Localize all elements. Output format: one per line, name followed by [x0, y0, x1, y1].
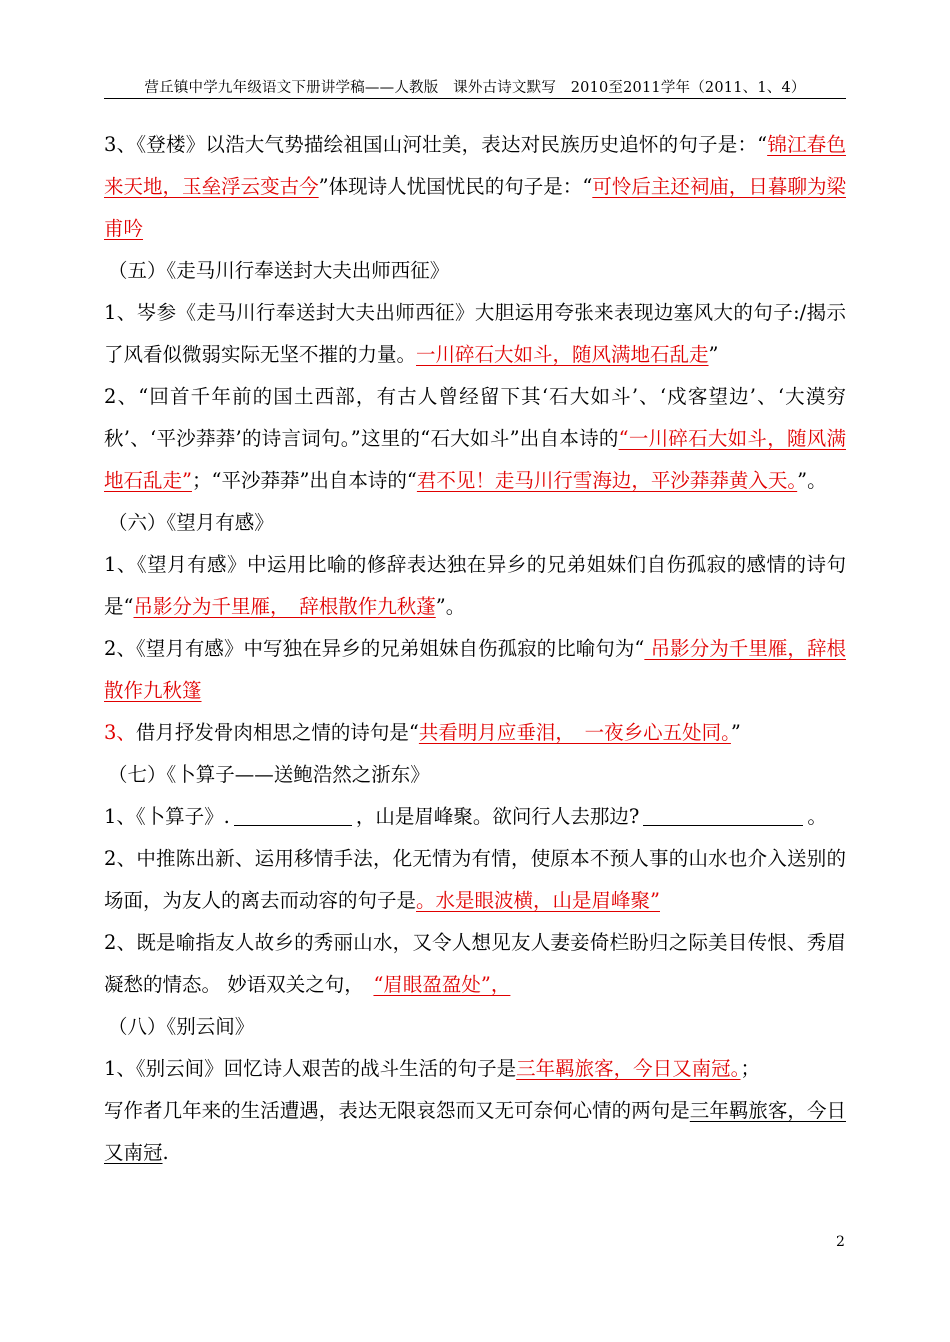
answer-text: “一川碎石大如斗，随风满地石乱走” — [104, 427, 846, 492]
question-paragraph — [104, 1048, 846, 1090]
question-text: 1、《卜算子》. — [104, 805, 230, 828]
answer-text: “眉眼盈盈处”， — [373, 973, 511, 996]
section-heading — [104, 1006, 846, 1048]
question-text: 3、《登楼》以浩大气势描绘祖国山河壮美，表达对民族历史追怀的句子是：“ — [104, 133, 768, 156]
question-paragraph — [104, 838, 846, 922]
question-text: 1、岑参《走马川行奉送封大夫出师西征》大胆运用夸张来表现边塞风大的句子:/揭示了风看似微弱实际无坚不摧的力量。 — [104, 301, 846, 366]
question-paragraph — [104, 544, 846, 628]
answer-text: 吊影分为千里雁， 辞根散作九秋蓬 — [133, 595, 436, 618]
question-text: ” — [708, 343, 719, 366]
question-text: 2、“回首千年前的国土西部，有古人曾经留下其‘石大如斗’、‘戍客望边’、‘大漠穷秋’、‘平沙莽莽’的诗言词句。”这里的“石大如斗”出自本诗的 — [104, 385, 846, 450]
question-paragraph — [104, 1090, 846, 1174]
question-text: 借月抒发骨肉相思之情的诗句是“ — [135, 721, 419, 744]
question-text: 写作者几年来的生活遭遇，表达无限哀怨而又无可奈何心情的两句是 — [104, 1099, 690, 1122]
section-heading — [104, 502, 846, 544]
question-text: （五）《走马川行奉送封大夫出师西征》 — [108, 259, 450, 282]
question-text: 1、《别云间》回忆诗人艰苦的战斗生活的句子是 — [104, 1057, 517, 1080]
question-text: ； — [740, 1057, 760, 1080]
answer-text: 君不见！走马川行雪海边，平沙莽莽黄入天。 — [416, 469, 798, 492]
question-paragraph — [104, 712, 846, 754]
answer-text: 吊影分为千里雁，辞根散作九秋篷 — [104, 637, 846, 702]
question-text: ，山是眉峰聚。欲问行人去那边? — [355, 805, 640, 828]
question-paragraph — [104, 796, 846, 838]
header-rule — [104, 98, 846, 99]
question-text: （八）《别云间》 — [108, 1015, 255, 1038]
answer-text: 一川碎石大如斗，随风满地石乱走 — [416, 343, 709, 366]
question-text: ”。 — [435, 595, 466, 618]
question-number: 3、 — [104, 721, 136, 744]
document-body — [104, 124, 846, 1174]
question-paragraph — [104, 124, 846, 250]
question-text: ”。 — [797, 469, 827, 492]
fill-in-blank — [643, 805, 803, 826]
question-text: ”体现诗人忧国忧民的句子是：“ — [318, 175, 593, 198]
question-text: ；“平沙莽莽”出自本诗的“ — [191, 469, 417, 492]
answer-text: 三年羁旅客，今日又南冠。 — [516, 1057, 741, 1080]
question-paragraph — [104, 292, 846, 376]
question-paragraph — [104, 628, 846, 712]
question-text: 1、《望月有感》中运用比喻的修辞表达独在异乡的兄弟姐妹们自伤孤寂的感情的诗句是“ — [104, 553, 846, 618]
answer-text: 共看明月应垂泪， 一夜乡心五处同。 — [418, 721, 731, 744]
question-text: （七）《卜算子——送鲍浩然之浙东》 — [108, 763, 430, 786]
answer-text-underlined: 三年羁旅客，今日又南冠 — [104, 1099, 846, 1164]
question-text: . — [162, 1141, 169, 1164]
question-text: ” — [730, 721, 741, 744]
question-paragraph — [104, 922, 846, 1006]
answer-text: 锦江春色来天地，玉垒浮云变古今 — [104, 133, 846, 198]
answer-text: 可怜后主还祠庙，日暮聊为梁甫吟 — [104, 175, 846, 240]
section-heading — [104, 754, 846, 796]
question-text: 2、《望月有感》中写独在异乡的兄弟姐妹自伤孤寂的比喻句为“ — [104, 637, 645, 660]
question-text: 2、既是喻指友人故乡的秀丽山水，又令人想见友人妻妾倚栏盼归之际美目传恨、秀眉凝愁的情态。 妙语双关之句， — [104, 931, 846, 996]
question-text: 2、中推陈出新、运用移情手法，化无情为有情，使原本不预人事的山水也介入送别的场面，为友人的离去而动容的句子是 — [104, 847, 846, 912]
question-paragraph — [104, 376, 846, 502]
answer-text: 。水是眼波横，山是眉峰聚” — [416, 889, 660, 912]
page-header: 营丘镇中学九年级语文下册讲学稿——人教版 课外古诗文默写 2010至2011学年（2011、1、4） — [144, 80, 806, 96]
question-text: 。 — [807, 805, 827, 828]
question-text: （六）《望月有感》 — [108, 511, 274, 534]
page-number: 2 — [836, 1234, 845, 1250]
section-heading — [104, 250, 846, 292]
fill-in-blank — [234, 805, 352, 826]
